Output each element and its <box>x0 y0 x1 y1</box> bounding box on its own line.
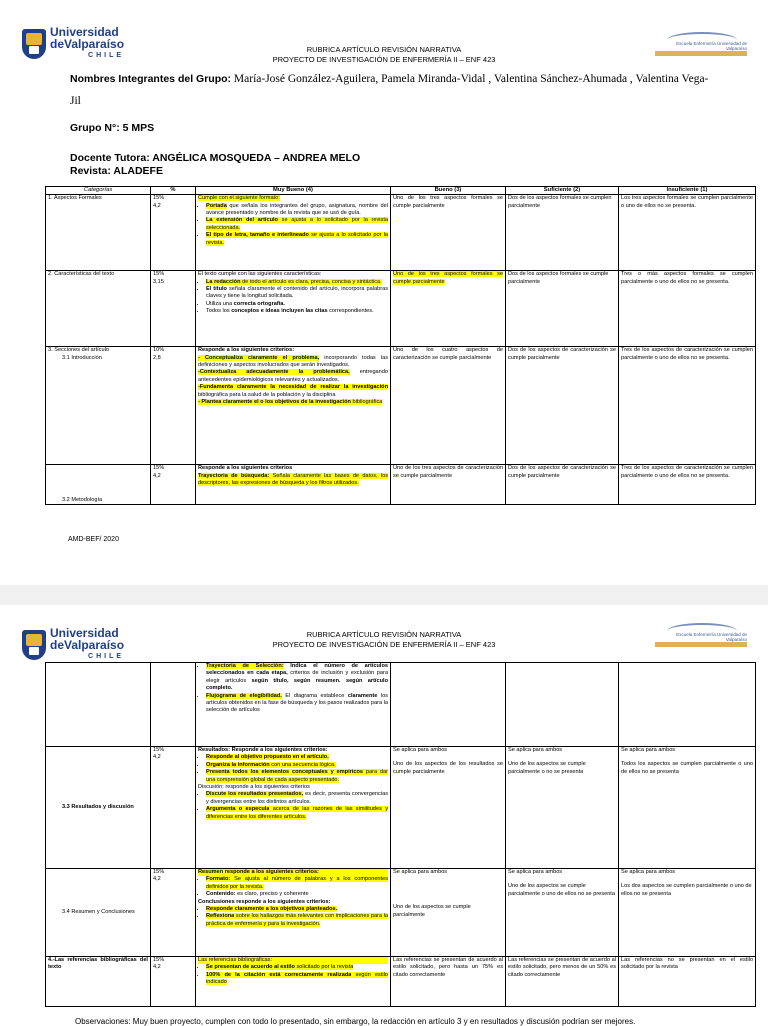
group-members <box>70 68 710 112</box>
insuficiente-text: Los dos aspectos se cumplen parcialmente o uno de ellos no se presenta <box>621 883 752 897</box>
cell-bueno <box>391 271 506 347</box>
cell-percent <box>151 347 196 465</box>
score-value: 2,8 <box>153 354 161 361</box>
score-value: 4,2 <box>153 202 161 209</box>
journal-name: Revista: ALADEFE <box>70 165 163 177</box>
category-main: 3. Secciones del artículo <box>48 347 109 354</box>
cell-category <box>46 465 151 505</box>
cell-insuficiente: Los tres aspectos formales se cumplen parcialmente o uno de ellos no se presenta. <box>619 195 756 271</box>
criteria-item-bold: 100% de la citación está correctamente realizada <box>206 971 352 978</box>
criteria-item-bold: La redacción <box>206 278 241 285</box>
cell-insuficiente: Tres de los aspectos de caracterización se cumplen parcialmente o uno de ellos no se presenta. <box>619 347 756 465</box>
header-title-line1: RUBRICA ARTÍCULO REVISIÓN NARRATIVA <box>306 45 462 54</box>
cell-insuficiente <box>619 663 756 747</box>
cell-muy-bueno <box>196 869 391 957</box>
cell-insuficiente <box>619 747 756 869</box>
applies-both: Se aplica para ambos <box>393 869 448 875</box>
percent-value: 15% <box>153 195 165 202</box>
members-label: Nombres Integrantes del Grupo: <box>70 73 232 85</box>
header-title-line1: RUBRICA ARTÍCULO REVISIÓN NARRATIVA <box>306 630 462 639</box>
score-value: 3,15 <box>153 278 164 285</box>
cell-percent <box>151 271 196 347</box>
category-sub: 3.1 Introducción <box>62 354 102 361</box>
page-footer: AMD-BEF/ 2020 <box>68 536 119 543</box>
cell-bueno: Uno de los tres aspectos formales se cumple parcialmente <box>391 195 506 271</box>
score-value: 4,2 <box>153 964 161 971</box>
cell-suficiente: Dos de los aspectos de caracterización se cumple parcialmente <box>506 347 619 465</box>
table-row <box>46 347 756 465</box>
criteria-intro-2: Discusión: responde a los siguientes criterios <box>198 784 310 791</box>
members-value: María-José González-Aguilera, Pamela Miranda-Vidal , Valentina Sánchez-Ahumada , Valentina Vega-Jil <box>70 73 709 107</box>
percent-value: 15% <box>153 747 165 753</box>
logo-bar <box>655 51 747 56</box>
criteria-item-text: bibliográfica <box>350 399 383 406</box>
criteria-item-text: Todos los <box>206 308 232 315</box>
document-header <box>0 630 768 650</box>
criteria-item-text: criterios de inclusión y exclusión para elegir artículos <box>206 670 388 684</box>
criteria-item-text: para dar una comprensión global de cada aspecto presentado. <box>206 769 389 783</box>
cell-muy-bueno <box>196 271 391 347</box>
cell-category <box>46 747 151 869</box>
table-row <box>46 465 756 505</box>
cell-bueno: Las referencias se presentan de acuerdo al estilo solicitado, pero hasta un 75% es citado correctamente <box>391 957 506 1007</box>
criteria-item-text: Indica el número de artículos seleccionados en cada etapa, <box>206 663 388 677</box>
cell-insuficiente <box>619 869 756 957</box>
applies-both: Se aplica para ambos <box>508 869 563 875</box>
criteria-item-bold: Formato: <box>206 876 231 883</box>
cell-percent <box>151 957 196 1007</box>
cell-muy-bueno <box>196 347 391 465</box>
criteria-item-bold: conceptos e ideas incluyen las citas <box>231 308 328 315</box>
criteria-item-text: correspondientes. <box>327 308 374 315</box>
header-title-line2: PROYECTO DE INVESTIGACIÓN DE ENFERMERÍA II – ENF 423 <box>272 55 496 64</box>
criteria-item-text: sobre los hallazgos más relevantes con implicaciones para la práctica de enfermería y para la investigación. <box>206 913 388 927</box>
criteria-item-bold: -Contextualiza adecuadamente la problemática, <box>198 369 350 376</box>
university-name-line2: deValparaíso <box>50 638 125 652</box>
university-name-line1: Universidad <box>50 25 119 39</box>
criteria-intro-2: Conclusiones responde a los siguientes criterios: <box>198 898 331 905</box>
criteria-intro: Las referencias bibliográficas: <box>198 957 388 964</box>
percent-value: 15% <box>153 465 165 472</box>
criteria-item-bold: claramente <box>347 692 378 699</box>
observations-text: Observaciones: Muy buen proyecto, cumplen con todo lo presentado, sin embargo, la redacción en artículo 3 y en resultados y discusión podrían ser mejores. <box>75 1017 636 1026</box>
criteria-item-text: es decir, presenta convergencias y divergencias entre los distintos artículos. <box>206 791 388 805</box>
header-percent: % <box>151 187 196 195</box>
criteria-item-text: según estilo indicado <box>206 971 388 986</box>
criteria-item-text: El diagrama establece <box>281 692 348 699</box>
criteria-item-bold: Flujograma de elegibilidad. <box>206 692 282 699</box>
cell-muy-bueno <box>196 747 391 869</box>
cell-suficiente <box>506 747 619 869</box>
page-2 <box>0 605 768 1024</box>
cell-muy-bueno <box>196 663 391 747</box>
percent-value: 15% <box>153 271 165 278</box>
cell-muy-bueno <box>196 465 391 505</box>
applies-both: Se aplica para ambos <box>621 747 676 753</box>
score-value: 4,2 <box>153 472 161 479</box>
cell-muy-bueno <box>196 957 391 1007</box>
table-row <box>46 957 756 1007</box>
bueno-text: Uno de los tres aspectos formales se cumple parcialmente <box>393 271 503 285</box>
cell-category <box>46 663 151 747</box>
criteria-item-text: con una secuencia lógica. <box>269 761 336 768</box>
criteria-item-bold: Argumenta o especula <box>206 806 270 813</box>
score-value: 4,2 <box>153 754 161 761</box>
header-insuficiente: Insuficiente (1) <box>619 187 756 195</box>
cell-insuficiente: Tres de los aspectos de caracterización se cumplen parcialmente o uno de ellos no se presenta. <box>619 465 756 505</box>
criteria-item-text: se ajusta a lo solicitado por la revista seleccionada. <box>206 217 388 231</box>
category-sub: 3.3 Resultados y discusión <box>62 803 134 810</box>
criteria-item-bold: -Fundamenta claramente la necesidad de realizar la investigación <box>198 384 388 391</box>
cell-suficiente: Dos de los aspectos formales se cumplen parcialmente <box>506 195 619 271</box>
cell-bueno: Uno de los cuatro aspectos de caracterización se cumple parcialmente <box>391 347 506 465</box>
cell-percent <box>151 869 196 957</box>
rubric-table-page2 <box>45 662 756 1007</box>
applies-both: Se aplica para ambos <box>508 747 563 753</box>
criteria-item-bold: Discute los resultados presentados, <box>206 791 304 798</box>
cell-suficiente: Las referencias se presentan de acuerdo al estilo solicitado, pero menos de un 50% es citado correctamente <box>506 957 619 1007</box>
cell-category <box>46 347 151 465</box>
criteria-item-text: se ajusta a lo solicitado por la revista. <box>206 232 388 246</box>
criteria-intro: Cumple con el siguiente formato: <box>198 195 280 202</box>
university-name-line1: Universidad <box>50 626 119 640</box>
criteria-item-text: los artículos obtenidos en la fase de búsqueda y los pasos realizados para la selección de artículos <box>206 692 388 714</box>
insuficiente-text: Todos los aspectos se cumplen parcialmente o uno de ellos no se presenta <box>621 761 753 775</box>
university-name-line3: CHILE <box>88 52 125 59</box>
percent-value: 10% <box>153 347 165 354</box>
header-muy-bueno: Muy Bueno (4) <box>196 187 391 195</box>
page-separator <box>0 585 768 605</box>
criteria-item-bold: Responde al objetivo propuesto en el artículo. <box>206 754 329 761</box>
cell-suficiente: Dos de los aspectos de caracterización se cumple parcialmente <box>506 465 619 505</box>
cell-percent <box>151 747 196 869</box>
university-name-line2: deValparaíso <box>50 37 125 51</box>
cell-suficiente <box>506 663 619 747</box>
document-header <box>0 45 768 65</box>
cell-bueno <box>391 869 506 957</box>
criteria-item-bold: Reflexiona <box>206 913 235 920</box>
suficiente-text: Uno de los aspectos se cumple parcialmente o no se presenta <box>508 761 586 775</box>
nursing-school-text: Escuela Enfermería Universidad de Valparaíso <box>676 632 747 642</box>
cell-percent <box>151 663 196 747</box>
criteria-item-bold: Portada <box>206 202 227 209</box>
category-main: 4.-Las referencias bibliográficas del texto <box>48 957 148 971</box>
criteria-item-bold: correcta ortografía. <box>233 300 285 307</box>
criteria-intro: Responde a los siguientes criterios: <box>198 347 295 354</box>
logo-bar <box>655 642 747 647</box>
criteria-item-bold: El título <box>206 286 227 293</box>
criteria-item-bold: La extensión del artículo <box>206 217 278 224</box>
criteria-item-text: de todo el artículo es clara, precisa, concisa y sintáctica. <box>240 278 382 285</box>
university-name-line3: CHILE <box>88 653 125 660</box>
criteria-item-bold: Trayectoria de búsqueda: <box>198 472 270 479</box>
suficiente-text: Uno de los aspectos se cumple parcialmente o uno de ellos no se presenta <box>508 883 615 897</box>
group-number: Grupo N°: 5 MPS <box>70 122 155 134</box>
criteria-intro: Responde a los siguientes criterios <box>198 465 293 472</box>
header-suficiente: Suficiente (2) <box>506 187 619 195</box>
criteria-item-bold: Presenta todos los elementos conceptuales y empíricos <box>206 769 364 776</box>
tutor-name: Docente Tutora: ANGÉLICA MOSQUEDA – ANDREA MELO <box>70 152 361 164</box>
criteria-item-text: bibliográfica para la salud de la población y la disciplina <box>198 391 336 398</box>
percent-value: 15% <box>153 957 165 963</box>
score-value: 4,2 <box>153 876 161 883</box>
cell-suficiente: Dos de los aspectos formales se cumple parcialmente <box>506 271 619 347</box>
bueno-text: Uno de los aspectos de los resultados se cumple parcialmente <box>393 761 503 775</box>
cell-category: 1. Aspectos Formales <box>46 195 151 271</box>
criteria-item-text: acerca de las razones de las similitudes y diferencias entre los diferentes artículos. <box>206 806 388 820</box>
header-categorias: Categorías <box>46 187 151 195</box>
cell-category <box>46 869 151 957</box>
criteria-item-bold: - Conceptualiza claramente el problema, <box>198 354 320 361</box>
criteria-item-bold: según título, según resumen. según artículo completo. <box>206 677 388 692</box>
criteria-item-text: incorporando todas las definiciones y aspectos involucrados que serán investigados. <box>198 354 388 369</box>
cell-category <box>46 957 151 1007</box>
criteria-item-text: Señala claramente las bases de datos, los descriptores, las expresiones de búsqueda y los filtros utilizados. <box>198 472 388 487</box>
header-bueno: Bueno (3) <box>391 187 506 195</box>
criteria-item-bold: Se presentan de acuerdo al estilo <box>206 964 295 971</box>
criteria-intro: El texto cumple con las siguientes características: <box>198 271 322 278</box>
criteria-item-bold: El tipo de letra, tamaño e interlineado <box>206 232 309 239</box>
bueno-text: Uno de los aspectos se cumple parcialmente <box>393 904 471 918</box>
cell-muy-bueno <box>196 195 391 271</box>
criteria-item-text: Utiliza una <box>206 300 234 307</box>
criteria-intro: Resumen responde a los siguientes criterios: <box>198 869 388 876</box>
criteria-item-text: que señala los integrantes del grupo, asignatura, nombre del avance presentado y nombre de la revista que se usó de guía. <box>206 202 388 217</box>
cell-percent <box>151 195 196 271</box>
table-row <box>46 195 756 271</box>
criteria-item-bold: Organiza la información <box>206 761 270 768</box>
percent-value: 15% <box>153 869 165 875</box>
criteria-item-bold: Trayectoria de Selección: <box>206 663 284 669</box>
criteria-item-bold: Responde claramente a los objetivos planteados. <box>206 906 338 913</box>
table-row <box>46 271 756 347</box>
table-row <box>46 663 756 747</box>
table-row <box>46 869 756 957</box>
table-row <box>46 747 756 869</box>
criteria-item-text: Se ajusta al número de palabras y a los componentes definidos por la revista. <box>206 876 388 890</box>
criteria-item-text: solicitado por la revista <box>294 964 354 971</box>
table-header-row <box>46 187 756 195</box>
cell-insuficiente: Tres o más aspectos formales se cumplen parcialmente o uno de ellos no se presenta. <box>619 271 756 347</box>
category-sub: 3.4 Resumen y Conclusiones <box>62 908 135 915</box>
criteria-item-text: entregando antecedentes epidemiológicos relevantes y actualizados. <box>198 369 388 383</box>
criteria-item-bold: Contenido: <box>206 891 236 898</box>
applies-both: Se aplica para ambos <box>393 747 448 753</box>
cell-percent <box>151 465 196 505</box>
cell-insuficiente: Las referencias no se presentan en el estilo solicitado por la revista <box>619 957 756 1007</box>
applies-both: Se aplica para ambos <box>621 869 676 875</box>
criteria-item-bold: - Plantea claramente el o los objetivos de la investigación <box>198 399 351 406</box>
cell-category: 2. Características del texto <box>46 271 151 347</box>
cell-bueno <box>391 663 506 747</box>
rubric-table-page1 <box>45 186 756 505</box>
criteria-item-text: es claro, preciso y coherente <box>235 891 309 898</box>
criteria-intro: Resultados: Responde a los siguientes criterios: <box>198 747 328 753</box>
criteria-item-text: señala claramente el contenido del artículo, incorpora palabras claves y tiene la longitud solicitada. <box>206 286 388 300</box>
cell-suficiente <box>506 869 619 957</box>
tutor-block <box>70 152 360 178</box>
cell-bueno: Uno de los tres aspectos de caracterización se cumple parcialmente <box>391 465 506 505</box>
category-sub: 3.2 Metodología <box>62 496 103 503</box>
nursing-school-text: Escuela Enfermería Universidad de Valparaíso <box>676 41 747 51</box>
nursing-school-logo <box>655 28 747 58</box>
nursing-school-logo <box>655 619 747 649</box>
header-title-line2: PROYECTO DE INVESTIGACIÓN DE ENFERMERÍA II – ENF 423 <box>272 640 496 649</box>
cell-bueno <box>391 747 506 869</box>
